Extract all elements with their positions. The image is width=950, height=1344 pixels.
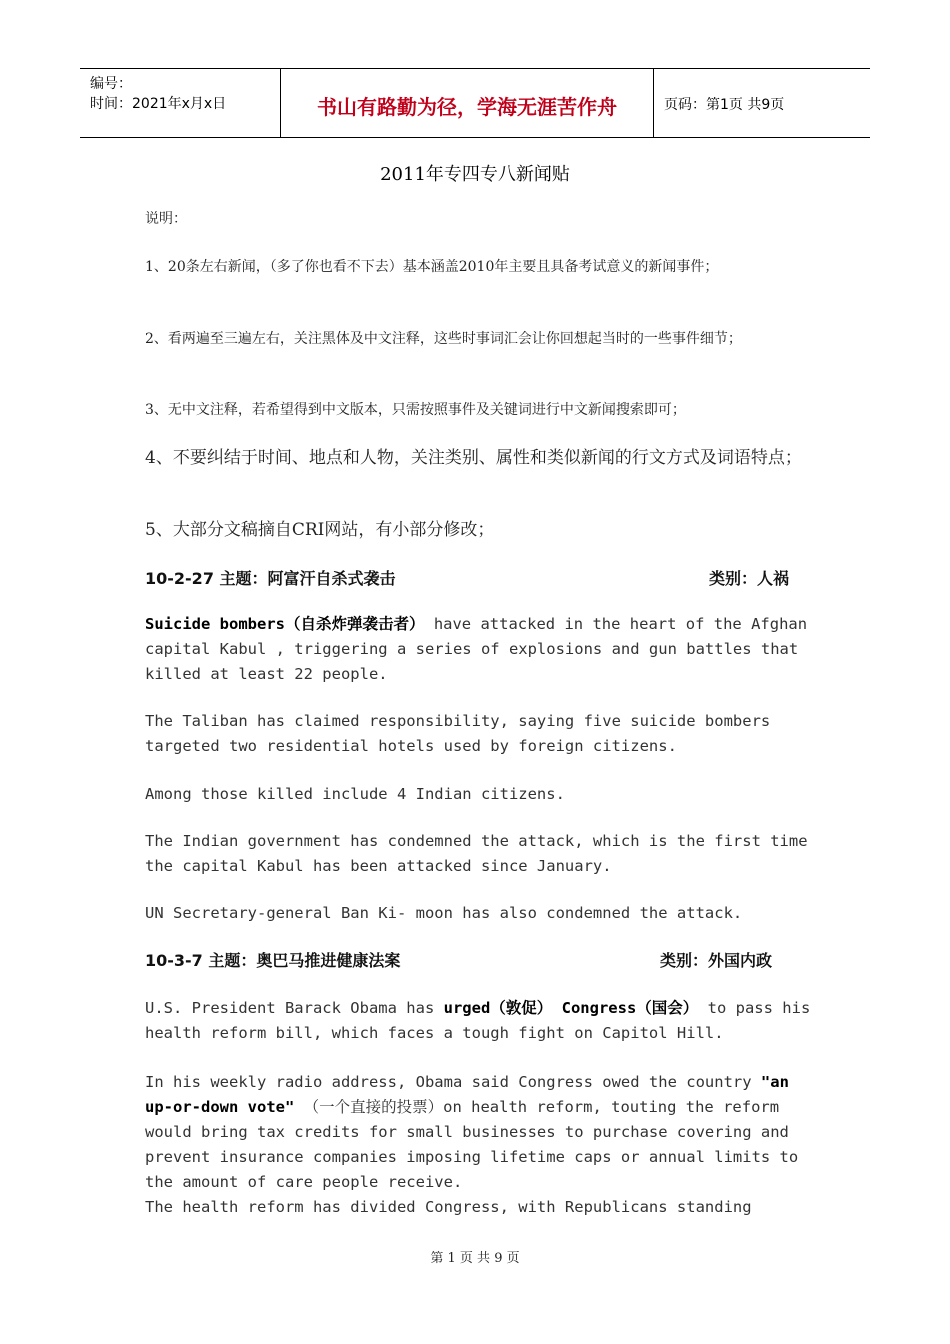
news-1-paragraph-4: The Indian government has condemned the attack, which is the first time the capital Kabul has been attacked since January. (145, 832, 817, 875)
news-2-heading: 10-3-7 主题：奥巴马推进健康法案 (145, 951, 401, 970)
intro-label: 说明： (145, 211, 187, 227)
news-1-paragraph-1: Suicide bombers（自杀炸弹袭击者） have attacked in the heart of the Afghan capital Kabul , triggering a series of explosions and gun battles that killed at least 22 people. (145, 615, 817, 683)
number-label: 编号： (90, 76, 132, 92)
news-1-heading-row (145, 566, 805, 589)
note-3: 3、无中文注释，若希望得到中文版本，只需按照事件及关键词进行中文新闻搜索即可； (145, 402, 686, 418)
news-2-paragraph-2: In his weekly radio address, Obama said Congress owed the country "an up-or-down vote" （一个直接的投票）on health reform, touting the reform would bring tax credits for small businesses to purchase covering and prevent insurance companies imposing lifetime caps or annual limits to the amount of care people receive. (145, 1073, 808, 1191)
page-label: 页码：第1页 共9页 (664, 97, 785, 113)
news-2-category: 类别：外国内政 (660, 951, 773, 970)
news-2-term-urged: urged（敦促） (443, 999, 553, 1017)
news-2-paragraph-1: U.S. President Barack Obama has urged（敦促） Congress（国会） to pass his health reform bill, which faces a tough fight on Capitol Hill. (145, 999, 820, 1042)
news-1-category: 类别：人祸 (709, 569, 790, 588)
note-4: 4、不要纠结于时间、地点和人物，关注类别、属性和类似新闻的行文方式及词语特点； (145, 448, 802, 468)
news-1-paragraph-3: Among those killed include 4 Indian citizens. (145, 785, 565, 803)
motto: 书山有路勤为径，学海无涯苦作舟 (317, 95, 617, 119)
header-table (80, 68, 870, 138)
news-2-paragraph-3: The health reform has divided Congress, with Republicans standing (145, 1198, 752, 1216)
note-5: 5、大部分文稿摘自CRI网站，有小部分修改； (145, 520, 495, 540)
document-title: 2011年专四专八新闻贴 (380, 164, 570, 185)
header-motto-cell (281, 69, 654, 137)
news-1-paragraph-2: The Taliban has claimed responsibility, saying five suicide bombers targeted two residential hotels used by foreign citizens. (145, 712, 780, 755)
news-1-paragraph-5: UN Secretary-general Ban Ki- moon has also condemned the attack. (145, 904, 743, 922)
news-2-term-vote: "an up-or-down vote" (145, 1073, 799, 1116)
header-info-cell (80, 69, 281, 137)
time-label: 时间：2021年x月x日 (90, 96, 227, 112)
news-2-heading-row (145, 948, 805, 971)
news-2-term-congress: Congress（国会） (561, 999, 699, 1017)
header-page-cell (654, 69, 870, 137)
note-1: 1、20条左右新闻，（多了你也看不下去）基本涵盖2010年主要且具备考试意义的新闻事件； (145, 259, 719, 275)
page-footer: 第 1 页 共 9 页 (430, 1251, 520, 1266)
news-1-heading: 10-2-27 主题：阿富汗自杀式袭击 (145, 569, 396, 588)
note-2: 2、看两遍至三遍左右，关注黑体及中文注释，这些时事词汇会让你回想起当时的一些事件细节； (145, 331, 742, 347)
news-1-term: Suicide bombers（自杀炸弹袭击者） (145, 615, 425, 633)
